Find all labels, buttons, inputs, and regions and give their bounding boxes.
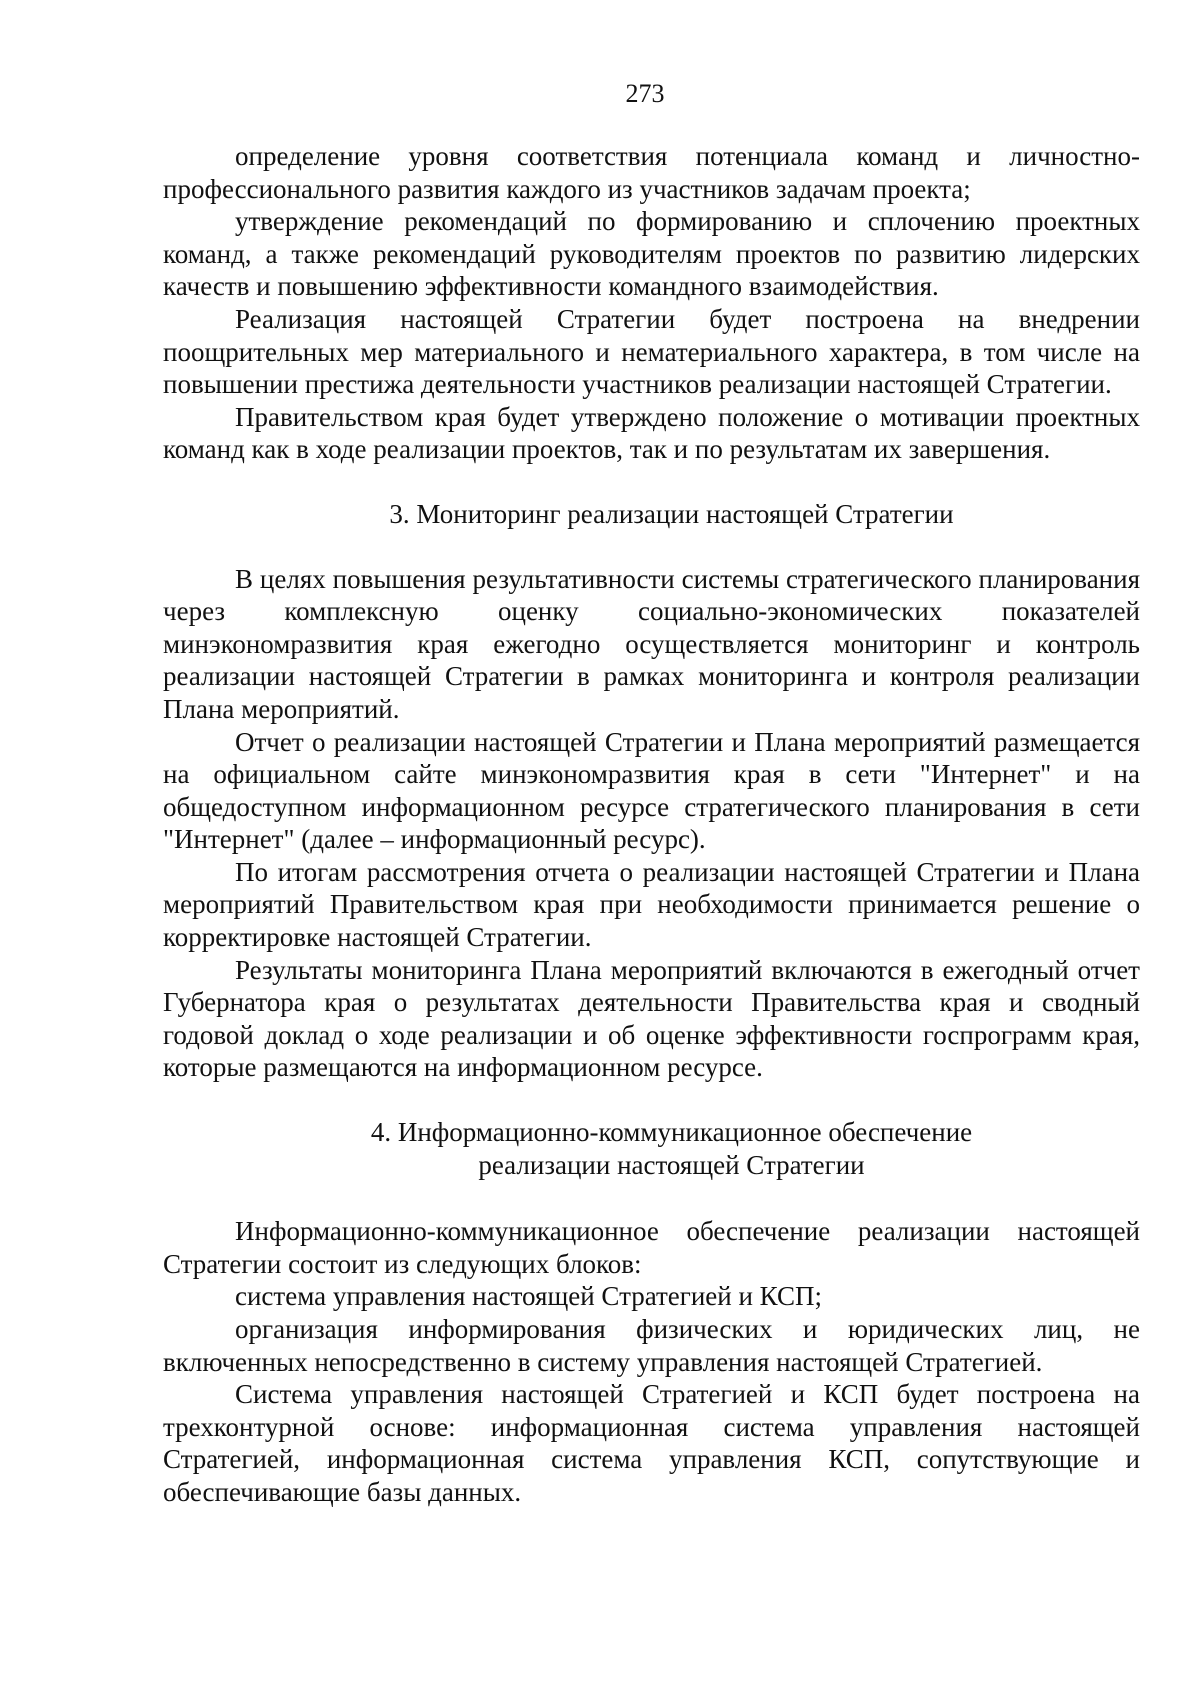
paragraph-section3-3: По итогам рассмотрения отчета о реализации настоящей Стратегии и Плана мероприятий Правительством края при необходимости принимается решение о корректировке настоящей Стратегии.: [163, 856, 1140, 953]
paragraph-section3-4: Результаты мониторинга Плана мероприятий включаются в ежегодный отчет Губернатора края о результатах деятельности Правительства края и сводный годовой доклад о ходе реализации и об оценке эффективности госпрограмм края, которые размещаются на информационном ресурсе.: [163, 954, 1140, 1083]
section-4-heading-line-2: реализации настоящей Стратегии: [478, 1149, 865, 1180]
section-3-heading: 3. Мониторинг реализации настоящей Стратегии: [389, 498, 954, 529]
paragraph-section4-2: система управления настоящей Стратегией и КСП;: [235, 1281, 823, 1312]
section-4-heading: [163, 1116, 1140, 1181]
paragraph-section4-3: организация информирования физических и юридических лиц, не включенных непосредственно в систему управления настоящей Стратегией.: [163, 1314, 1140, 1377]
paragraph-section3-1: В целях повышения результативности системы стратегического планирования через комплексную оценку социально-экономических показателей минэкономразвития края ежегодно осуществляется мониторинг и контроль реализации настоящей Стратегии в рамках мониторинга и контроля реализации Плана мероприятий.: [163, 563, 1140, 724]
page-number: 273: [625, 79, 665, 108]
page-content: [163, 140, 1140, 1509]
paragraph-section4-1: Информационно-коммуникационное обеспечение реализации настоящей Стратегии состоит из следующих блоков:: [163, 1216, 1140, 1279]
paragraph-intro-3: Реализация настоящей Стратегии будет построена на внедрении поощрительных мер материального и нематериального характера, в том числе на повышении престижа деятельности участников реализации настоящей Стратегии.: [163, 303, 1140, 400]
section-4-heading-line-1: 4. Информационно-коммуникационное обеспечение: [370, 1117, 973, 1148]
paragraph-section4-4: Система управления настоящей Стратегией и КСП будет построена на трехконтурной основе: информационная система управления настоящей Стратегией, информационная система управления КСП, сопутствующие и обеспечивающие базы данных.: [163, 1379, 1140, 1507]
paragraph-intro-1: определение уровня соответствия потенциала команд и личностно-профессионального развития каждого из участников задачам проекта;: [163, 141, 1140, 204]
paragraph-intro-4: Правительством края будет утверждено положение о мотивации проектных команд как в ходе реализации проектов, так и по результатам их завершения.: [163, 401, 1140, 465]
paragraph-section3-2: Отчет о реализации настоящей Стратегии и Плана мероприятий размещается на официальном сайте минэкономразвития края в сети "Интернет" и на общедоступном информационном ресурсе стратегического планирования в сети "Интернет" (далее – информационный ресурс).: [163, 726, 1140, 855]
paragraph-intro-2: утверждение рекомендаций по формированию и сплочению проектных команд, а также рекомендаций руководителям проектов по развитию лидерских качеств и повышению эффективности командного взаимодействия.: [163, 206, 1140, 302]
